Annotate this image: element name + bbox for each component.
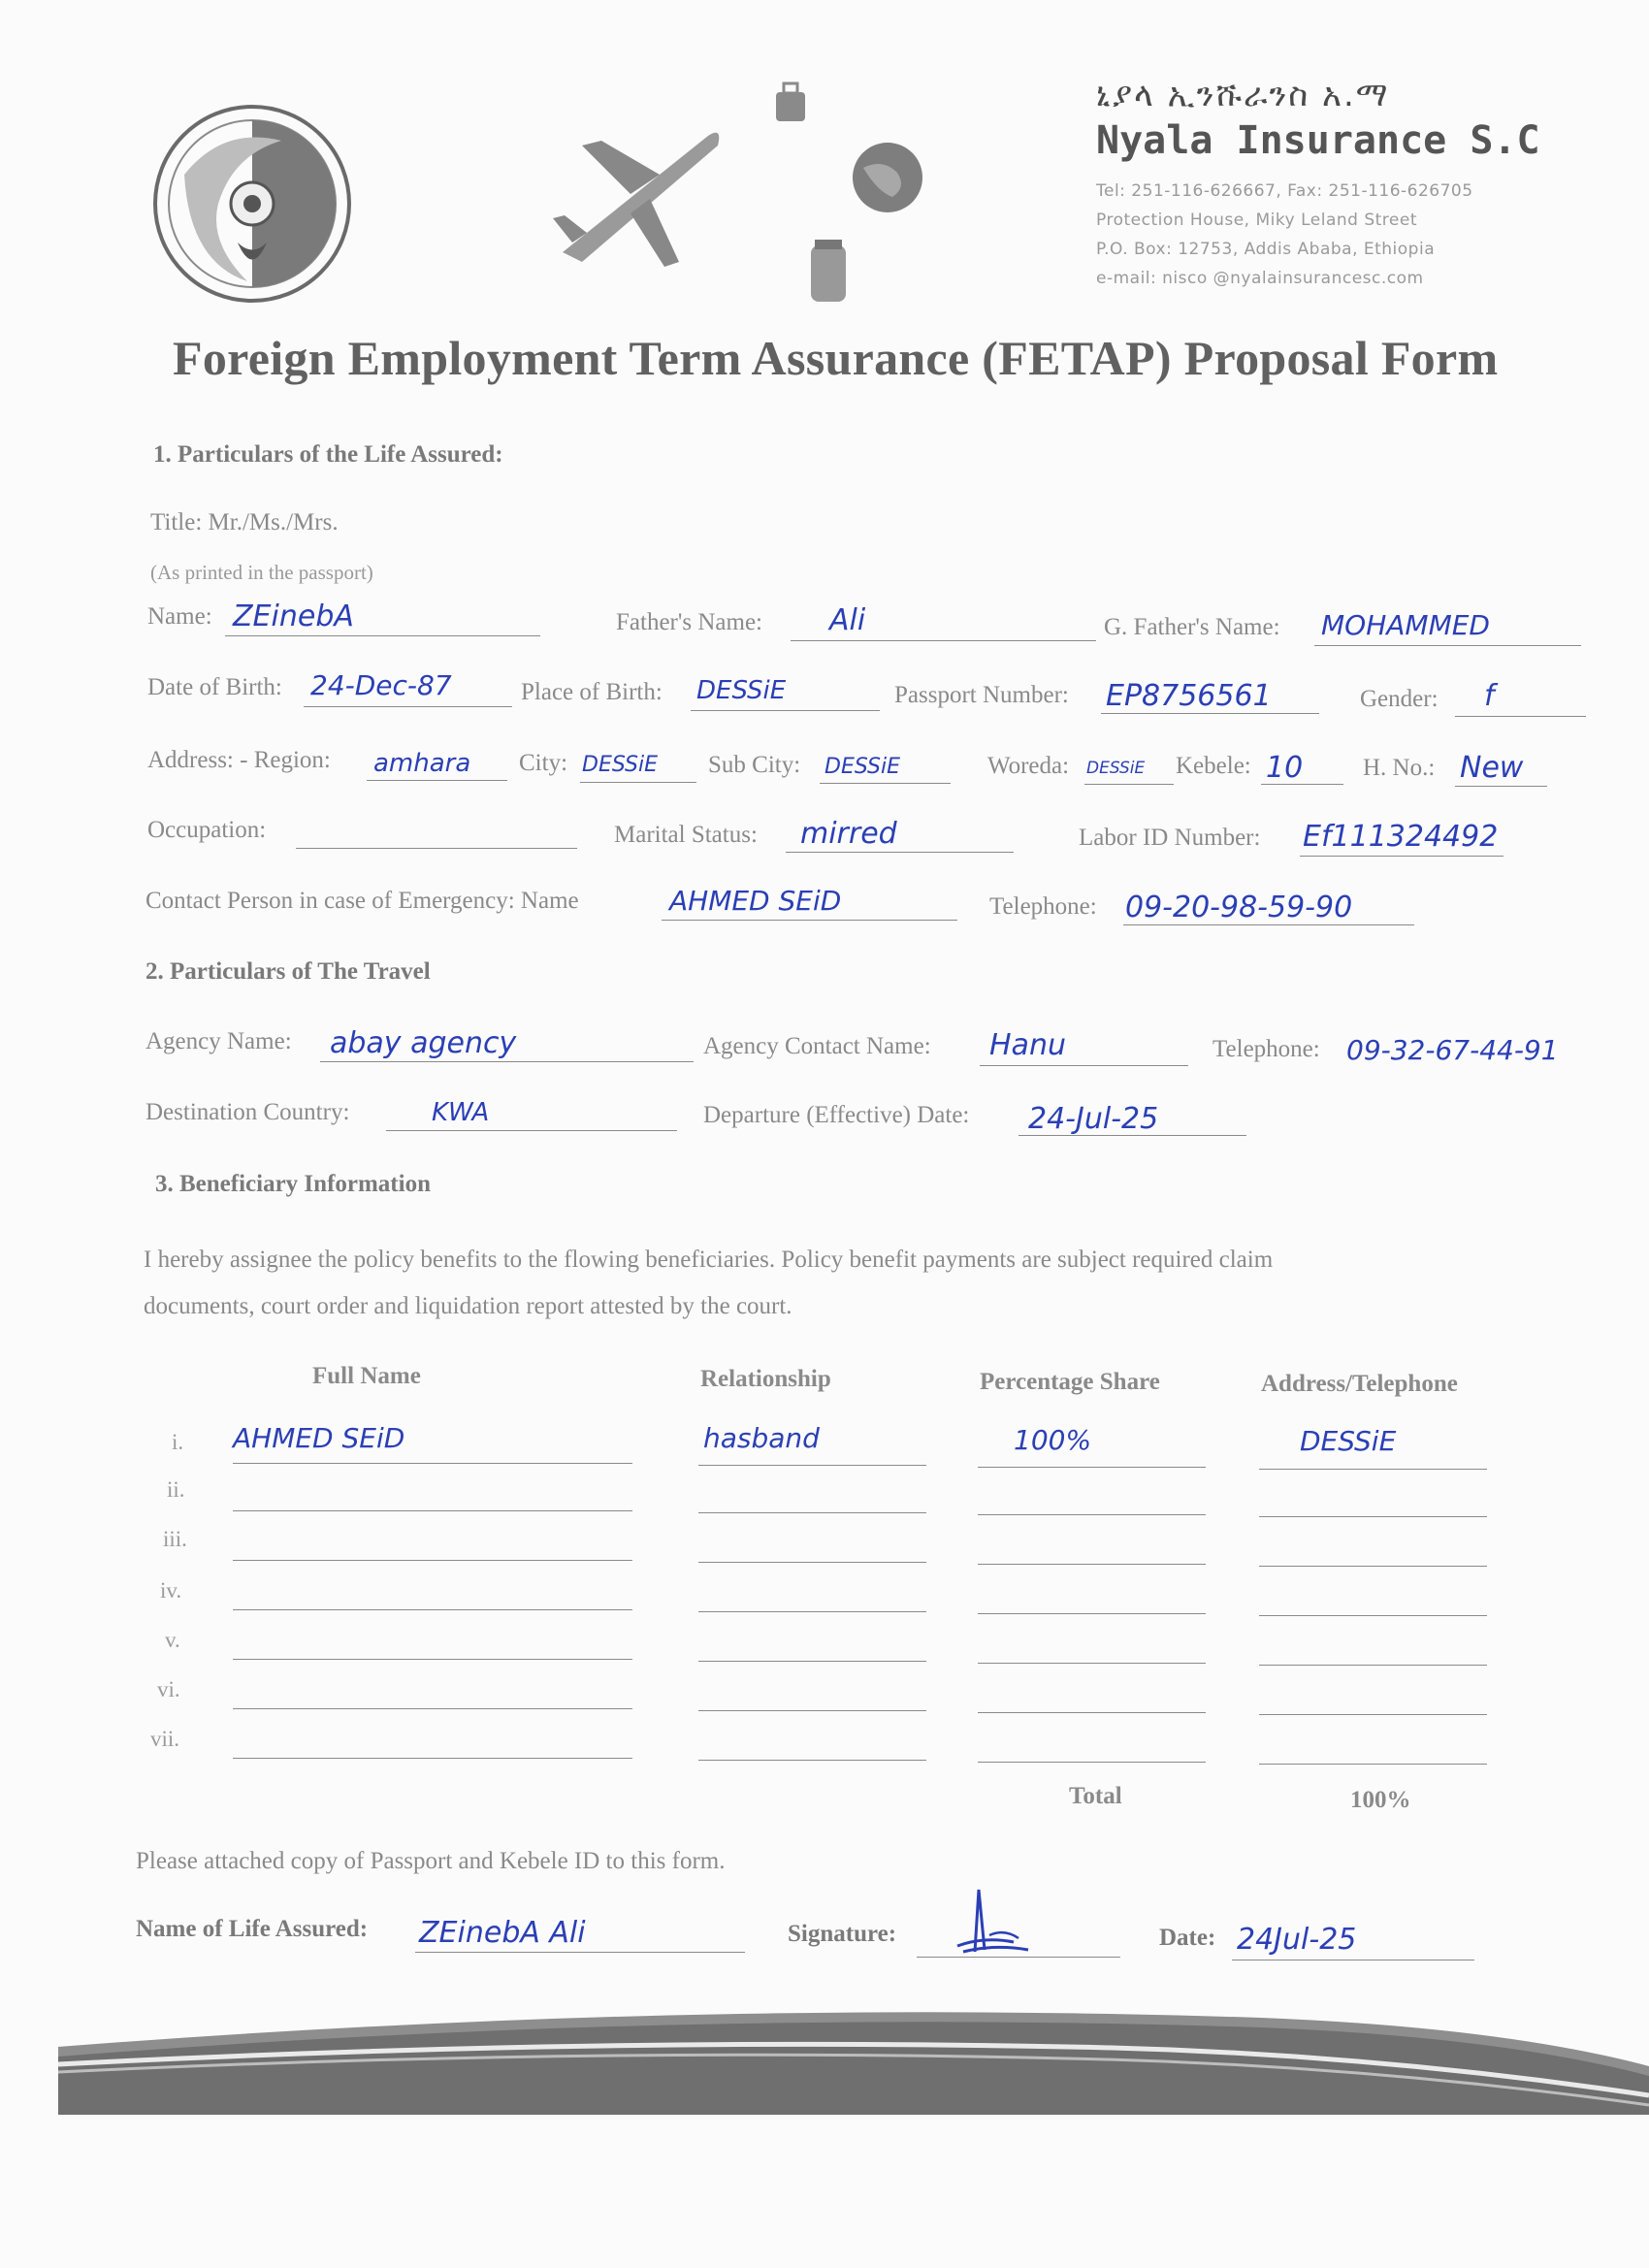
beneficiary-name[interactable]: AHMED SEiD (233, 1422, 405, 1454)
name-value[interactable]: ZEinebA (233, 599, 354, 633)
company-contact (1096, 177, 1600, 293)
beneficiary-intro-line2: documents, court order and liquidation report attested by the court. (144, 1293, 792, 1319)
attachment-note: Please attached copy of Passport and Kebele ID to this form. (136, 1848, 726, 1874)
date-label: Date: (1159, 1925, 1216, 1951)
row-number: vii. (150, 1727, 180, 1751)
row-number: iv. (160, 1578, 182, 1603)
passport-value[interactable]: EP8756561 (1106, 679, 1272, 713)
company-amharic-name: ኒያላ ኢንሹራንስ አ.ማ (1096, 76, 1390, 114)
share-cell-line[interactable] (978, 1712, 1206, 1713)
region-line (367, 780, 507, 781)
life-assured-label: Name of Life Assured: (136, 1916, 369, 1942)
signature-mark[interactable] (946, 1882, 1052, 1960)
beneficiary-address[interactable]: DESSiE (1300, 1425, 1397, 1457)
agency-tel-label: Telephone: (1212, 1036, 1320, 1062)
company-tel: Tel: 251-116-626667, Fax: 251-116-626705 (1096, 181, 1473, 201)
section3-heading: 3. Beneficiary Information (155, 1171, 431, 1197)
gender-value[interactable]: f (1484, 679, 1495, 713)
gender-line (1455, 716, 1586, 717)
address-cell-line[interactable] (1259, 1566, 1487, 1567)
pob-line (691, 710, 880, 711)
relationship-cell-line[interactable] (698, 1512, 926, 1513)
row-number: vi. (157, 1677, 180, 1701)
header-relationship: Relationship (700, 1366, 831, 1392)
total-label: Total (1069, 1783, 1122, 1809)
relationship-cell-line[interactable] (698, 1710, 926, 1711)
agency-label: Agency Name: (146, 1028, 292, 1054)
share-cell-line[interactable] (978, 1762, 1206, 1763)
father-name-value[interactable]: Ali (829, 603, 866, 637)
name-label: Name: (147, 603, 212, 630)
company-logo (146, 97, 369, 320)
company-pobox: P.O. Box: 12753, Addis Ababa, Ethiopia (1096, 240, 1436, 259)
agency-contact-line (980, 1065, 1188, 1066)
life-assured-line (415, 1952, 745, 1953)
occupation-line (296, 848, 577, 849)
header-full-name: Full Name (312, 1363, 421, 1389)
footer-wave-band (0, 2008, 1649, 2115)
suitcase-image (771, 78, 810, 126)
life-assured-value[interactable]: ZEinebA Ali (419, 1916, 586, 1950)
departure-label: Departure (Effective) Date: (703, 1102, 970, 1128)
globe-image (849, 139, 926, 216)
emergency-contact-label: Contact Person in case of Emergency: Name (146, 888, 579, 914)
emergency-contact-line (662, 920, 957, 921)
emergency-tel-line (1123, 924, 1414, 925)
father-name-label: Father's Name: (616, 609, 762, 635)
agency-line (320, 1061, 694, 1062)
signature-label: Signature: (788, 1921, 897, 1947)
company-address: Protection House, Miky Leland Street (1096, 211, 1417, 230)
address-cell-line[interactable] (1259, 1665, 1487, 1666)
destination-value[interactable]: KWA (432, 1098, 490, 1127)
name-cell-line[interactable] (233, 1659, 632, 1660)
form-title: Foreign Employment Term Assurance (FETAP) Proposal Form (173, 331, 1499, 385)
beneficiary-relationship[interactable]: hasband (703, 1422, 820, 1454)
row-number: ii. (167, 1477, 185, 1502)
share-cell-line[interactable] (978, 1564, 1206, 1565)
company-email: e-mail: nisco @nyalainsurancesc.com (1096, 269, 1424, 288)
share-cell-line[interactable] (978, 1663, 1206, 1664)
header-address-telephone: Address/Telephone (1261, 1371, 1458, 1397)
address-cell-line[interactable] (1259, 1615, 1487, 1616)
total-value: 100% (1350, 1787, 1411, 1813)
beneficiary-intro-line1: I hereby assignee the policy benefits to the flowing beneficiaries. Policy benefit payments are subject required claim (144, 1247, 1274, 1273)
address-cell-line[interactable] (1259, 1516, 1487, 1517)
passport-line (1101, 713, 1319, 714)
beneficiary-share[interactable]: 100% (1014, 1424, 1092, 1456)
table-row (0, 1725, 1649, 1764)
destination-label: Destination Country: (146, 1099, 350, 1125)
relationship-cell-line[interactable] (698, 1611, 926, 1612)
table-row (0, 1525, 1649, 1564)
destination-line (386, 1130, 677, 1131)
agency-contact-label: Agency Contact Name: (703, 1033, 931, 1059)
relationship-cell-line[interactable] (698, 1562, 926, 1563)
date-value[interactable]: 24Jul-25 (1237, 1923, 1357, 1957)
section2-heading: 2. Particulars of The Travel (146, 958, 431, 985)
address-cell-line (1259, 1469, 1487, 1470)
address-cell-line[interactable] (1259, 1714, 1487, 1715)
dob-value[interactable]: 24-Dec-87 (310, 669, 452, 701)
city-value[interactable]: DESSiE (582, 753, 658, 777)
subcity-line (820, 783, 951, 784)
hno-line (1455, 786, 1547, 787)
relationship-cell-line[interactable] (698, 1661, 926, 1662)
row-number: i. (172, 1430, 184, 1454)
dob-line (304, 706, 512, 707)
address-cell-line[interactable] (1259, 1764, 1487, 1765)
laborid-line (1300, 856, 1504, 857)
departure-value[interactable]: 24-Jul-25 (1028, 1102, 1159, 1136)
name-cell-line[interactable] (233, 1758, 632, 1759)
name-line (225, 635, 540, 636)
gender-label: Gender: (1360, 686, 1439, 712)
pill-bottle-image (807, 238, 851, 306)
name-cell-line[interactable] (233, 1708, 632, 1709)
company-name: Nyala Insurance S.C (1096, 118, 1540, 163)
region-label: Address: - Region: (147, 747, 331, 773)
name-cell-line[interactable] (233, 1510, 632, 1511)
hno-value[interactable]: New (1460, 751, 1524, 785)
header-percentage-share: Percentage Share (980, 1369, 1160, 1395)
name-cell-line[interactable] (233, 1560, 632, 1561)
father-name-line (791, 640, 1096, 641)
marital-label: Marital Status: (614, 822, 758, 848)
table-row (0, 1576, 1649, 1615)
name-cell-line[interactable] (233, 1609, 632, 1610)
region-value[interactable]: amhara (373, 749, 471, 778)
name-cell-line (233, 1463, 632, 1464)
table-row (0, 1475, 1649, 1514)
kebele-label: Kebele: (1176, 753, 1251, 779)
city-label: City: (519, 750, 568, 776)
occupation-label: Occupation: (147, 817, 267, 843)
laborid-value[interactable]: Ef111324492 (1303, 820, 1499, 854)
row-number: iii. (163, 1527, 187, 1551)
dob-label: Date of Birth: (147, 674, 282, 700)
relationship-cell-line (698, 1465, 926, 1466)
passport-note: (As printed in the passport) (150, 561, 373, 584)
title-label: Title: Mr./Ms./Mrs. (150, 509, 339, 535)
share-cell-line (978, 1467, 1206, 1468)
share-cell-line[interactable] (978, 1514, 1206, 1515)
gfather-name-label: G. Father's Name: (1104, 614, 1280, 640)
table-row (0, 1626, 1649, 1665)
share-cell-line[interactable] (978, 1613, 1206, 1614)
gfather-name-value[interactable]: MOHAMMED (1321, 609, 1490, 641)
city-line (580, 782, 696, 783)
table-row (0, 1422, 1649, 1465)
emergency-tel-label: Telephone: (989, 893, 1097, 920)
company-header (1096, 76, 1600, 293)
airplane-image (543, 107, 737, 281)
hno-label: H. No.: (1363, 755, 1436, 781)
table-row (0, 1675, 1649, 1714)
kebele-value[interactable]: 10 (1266, 751, 1304, 785)
marital-value[interactable]: mirred (800, 817, 897, 851)
pob-label: Place of Birth: (521, 679, 663, 705)
emergency-tel-value[interactable]: 09-20-98-59-90 (1125, 891, 1353, 924)
emergency-contact-value[interactable]: AHMED SEiD (669, 885, 842, 917)
relationship-cell-line[interactable] (698, 1760, 926, 1761)
woreda-line (1084, 784, 1174, 785)
woreda-value[interactable]: DESSiE (1086, 759, 1146, 778)
passport-label: Passport Number: (894, 682, 1069, 708)
gfather-name-line (1314, 645, 1581, 646)
laborid-label: Labor ID Number: (1079, 825, 1261, 851)
row-number: v. (165, 1628, 180, 1652)
section1-heading: 1. Particulars of the Life Assured: (153, 441, 503, 468)
marital-line (786, 852, 1014, 853)
subcity-label: Sub City: (708, 752, 801, 778)
pob-value[interactable]: DESSiE (696, 676, 787, 705)
subcity-value[interactable]: DESSiE (824, 755, 900, 779)
woreda-label: Woreda: (987, 753, 1070, 779)
agency-tel-value[interactable]: 09-32-67-44-91 (1346, 1034, 1559, 1066)
agency-value[interactable]: abay agency (330, 1026, 517, 1060)
agency-contact-value[interactable]: Hanu (989, 1028, 1066, 1062)
